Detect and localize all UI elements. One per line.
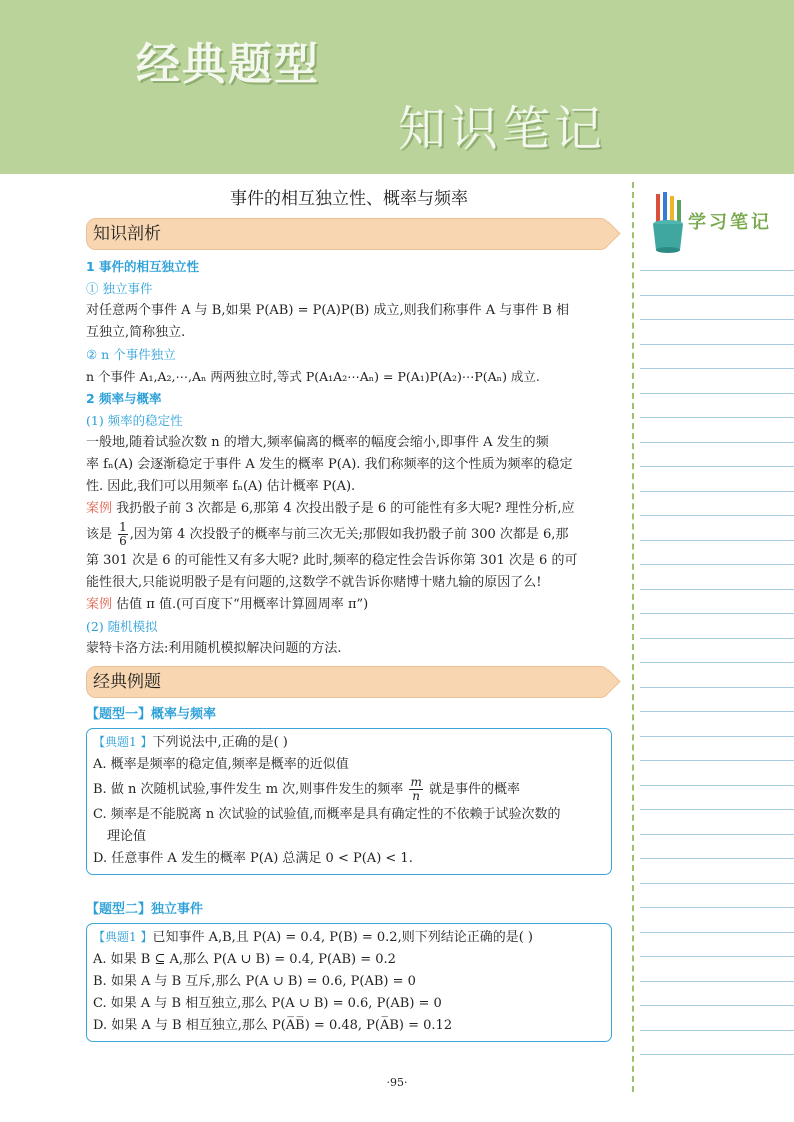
note-line bbox=[640, 393, 794, 394]
note-line bbox=[640, 1030, 794, 1031]
note-line bbox=[640, 981, 794, 982]
case-label: 案例 bbox=[86, 501, 113, 516]
option-d: D. 任意事件 A 发生的概率 P(A) 总满足 0 < P(A) < 1. bbox=[93, 851, 413, 866]
case-dice-line3: 第 301 次是 6 的可能性又有多大呢? 此时,频率的稳定性会告诉你第 301 次是 6 的可 bbox=[86, 553, 578, 568]
case-label: 案例 bbox=[86, 597, 113, 612]
heading-frequency-probability: 2 频率与概率 bbox=[86, 391, 162, 406]
banner-title-knowledge-notes: 知识笔记 bbox=[398, 101, 607, 157]
paragraph-n-events: n 个事件 A₁,A₂,⋯,Aₙ 两两独立时,等式 P(A₁A₂⋯Aₙ) = P(A₁)P(A₂)⋯P(Aₙ) 成立. bbox=[86, 369, 540, 384]
option-c-line2: 理论值 bbox=[107, 829, 147, 844]
paragraph-stability-line3: 性. 因此,我们可以用频率 fₙ(A) 估计概率 P(A). bbox=[86, 479, 356, 494]
note-line bbox=[640, 564, 794, 565]
question-box-type-two bbox=[86, 923, 612, 1042]
problem-type-one-heading: 【题型一】概率与频率 bbox=[86, 707, 217, 722]
header-banner bbox=[0, 0, 794, 174]
note-line bbox=[640, 540, 794, 541]
section-header-examples: 经典例题 bbox=[86, 666, 610, 698]
note-line bbox=[640, 809, 794, 810]
problem-type-two-heading: 【题型二】独立事件 bbox=[86, 902, 204, 917]
note-line bbox=[640, 736, 794, 737]
main-content bbox=[86, 186, 612, 1048]
banner-title-classic-problems: 经典题型 bbox=[136, 39, 320, 90]
note-line bbox=[640, 270, 794, 271]
note-line bbox=[640, 932, 794, 933]
subheading-frequency-stability: (1) 频率的稳定性 bbox=[86, 413, 183, 428]
note-line bbox=[640, 687, 794, 688]
document-title: 事件的相互独立性、概率与频率 bbox=[230, 189, 468, 209]
option-a: A. 如果 B ⊆ A,那么 P(A ∪ B) = 0.4, P(AB) = 0.2 bbox=[93, 952, 396, 967]
note-line bbox=[640, 834, 794, 835]
note-line bbox=[640, 858, 794, 859]
pencil-cup-icon bbox=[648, 192, 688, 254]
question-tag: 【典题1 】 bbox=[93, 735, 153, 749]
note-line bbox=[640, 662, 794, 663]
note-line bbox=[640, 907, 794, 908]
case-dice-line4: 能性很大,只能说明骰子是有问题的,这数学不就告诉你赌博十赌九输的原因了么! bbox=[86, 575, 542, 590]
note-line bbox=[640, 638, 794, 639]
question-box-type-one bbox=[86, 728, 612, 875]
option-b: B. 做 n 次随机试验,事件发生 m 次,则事件发生的频率 $\frac{m}{n}$ 就是事件的概率 bbox=[93, 775, 520, 803]
paragraph-definition-line2: 互独立,简称独立. bbox=[86, 325, 186, 340]
note-line bbox=[640, 417, 794, 418]
note-line bbox=[640, 344, 794, 345]
note-line bbox=[640, 442, 794, 443]
option-d: D. 如果 A 与 B 相互独立,那么 P(A̅B̅) = 0.48, P(A̅B) = 0.12 bbox=[93, 1018, 453, 1033]
heading-independence: 1 事件的相互独立性 bbox=[86, 259, 200, 274]
question-tag: 【典题1 】 bbox=[93, 930, 153, 944]
fraction-one-sixth: $\frac{1}{6}$ bbox=[119, 520, 127, 548]
option-a: A. 概率是频率的稳定值,频率是概率的近似值 bbox=[93, 757, 349, 772]
note-line bbox=[640, 368, 794, 369]
note-line bbox=[640, 785, 794, 786]
note-line bbox=[640, 883, 794, 884]
option-c: C. 如果 A 与 B 相互独立,那么 P(A ∪ B) = 0.6, P(AB) = 0 bbox=[93, 996, 442, 1011]
note-line bbox=[640, 319, 794, 320]
note-line bbox=[640, 1005, 794, 1006]
note-line bbox=[640, 1054, 794, 1055]
note-line bbox=[640, 711, 794, 712]
note-line bbox=[640, 613, 794, 614]
subheading-random-simulation: (2) 随机模拟 bbox=[86, 619, 158, 634]
study-notes-sidebar bbox=[632, 182, 794, 1092]
paragraph-monte-carlo: 蒙特卡洛方法:利用随机模拟解决问题的方法. bbox=[86, 641, 342, 656]
fraction-m-over-n: $\frac{m}{n}$ bbox=[410, 775, 422, 803]
paragraph-definition-line1: 对任意两个事件 A 与 B,如果 P(AB) = P(A)P(B) 成立,则我们称事件 A 与事件 B 相 bbox=[86, 303, 570, 318]
note-line bbox=[640, 760, 794, 761]
question-stem: 【典题1 】已知事件 A,B,且 P(A) = 0.4, P(B) = 0.2,则下列结论正确的是( ) bbox=[93, 930, 533, 945]
sidebar-divider bbox=[632, 182, 634, 1092]
subheading-independent-events: ① 独立事件 bbox=[86, 281, 153, 296]
option-b: B. 如果 A 与 B 互斥,那么 P(A ∪ B) = 0.6, P(AB) = 0 bbox=[93, 974, 416, 989]
paragraph-stability-line2: 率 fₙ(A) 会逐渐稳定于事件 A 发生的概率 P(A). 我们称频率的这个性质为频率的稳定 bbox=[86, 457, 573, 472]
case-pi-estimate: 案例 估值 π 值.(可百度下“用概率计算圆周率 π”) bbox=[86, 597, 369, 612]
note-line bbox=[640, 956, 794, 957]
case-dice-line1: 案例 我扔骰子前 3 次都是 6,那第 4 次投出骰子是 6 的可能性有多大呢? 理性分析,应 bbox=[86, 501, 575, 516]
subheading-n-events: ② n 个事件独立 bbox=[86, 347, 176, 362]
note-line bbox=[640, 491, 794, 492]
note-line bbox=[640, 515, 794, 516]
note-line bbox=[640, 589, 794, 590]
case-dice-line2: 该是 $\frac{1}{6}$ ,因为第 4 次投骰子的概率与前三次无关;那假如我扔骰子前 300 次都是 6,那 bbox=[86, 520, 569, 548]
question-stem: 【典题1 】下列说法中,正确的是( ) bbox=[93, 735, 288, 750]
paragraph-stability-line1: 一般地,随着试验次数 n 的增大,频率偏离的概率的幅度会缩小,即事件 A 发生的频 bbox=[86, 435, 549, 450]
note-line bbox=[640, 295, 794, 296]
note-line bbox=[640, 466, 794, 467]
section-header-knowledge: 知识剖析 bbox=[86, 218, 610, 250]
option-c-line1: C. 频率是不能脱离 n 次试验的试验值,而概率是具有确定性的不依赖于试验次数的 bbox=[93, 807, 561, 822]
page-number: ·95· bbox=[386, 1076, 408, 1089]
sidebar-title: 学习笔记 bbox=[688, 212, 772, 233]
